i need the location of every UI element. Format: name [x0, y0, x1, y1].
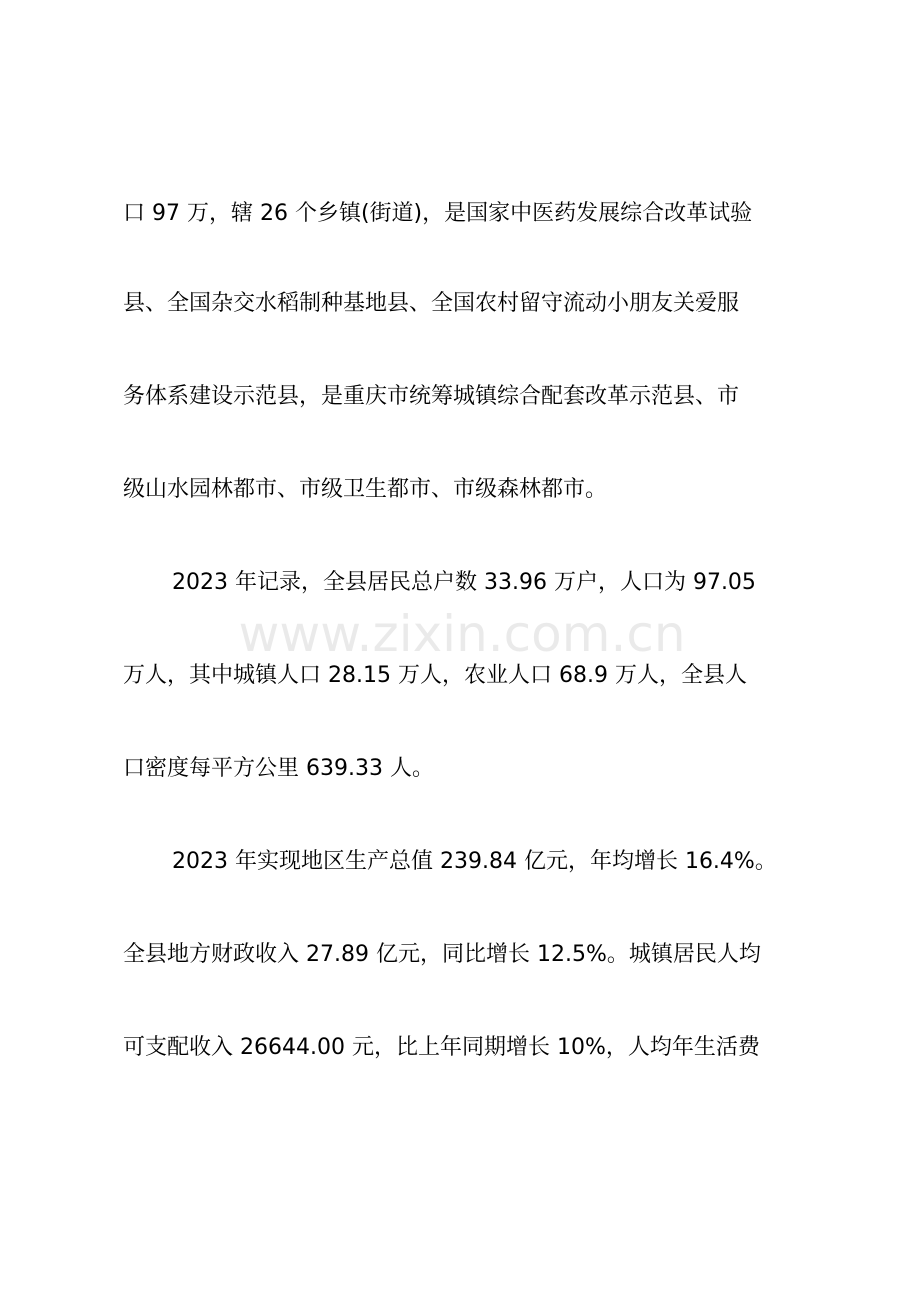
paragraph-2-line-1: 2023 年记录，全县居民总户数 33.96 万户，人口为 97.05 [172, 570, 756, 595]
paragraph-1-line-4: 级山水园林都市、市级卫生都市、市级森林都市。 [123, 477, 608, 502]
paragraph-1-line-1: 口 97 万，辖 26 个乡镇(街道)，是国家中医药发展综合改革试验 [123, 201, 753, 226]
paragraph-2-line-3: 口密度每平方公里 639.33 人。 [123, 756, 434, 781]
paragraph-3-line-3: 可支配收入 26644.00 元，比上年同期增长 10%，人均年生活费 [123, 1035, 760, 1060]
paragraph-3-line-1: 2023 年实现地区生产总值 239.84 亿元，年均增长 16.4%。 [172, 849, 777, 874]
paragraph-2-line-2: 万人，其中城镇人口 28.15 万人，农业人口 68.9 万人，全县人 [123, 663, 747, 688]
paragraph-1-line-2: 县、全国杂交水稻制种基地县、全国农村留守流动小朋友关爱服 [123, 291, 740, 316]
paragraph-3-line-2: 全县地方财政收入 27.89 亿元，同比增长 12.5%。城镇居民人均 [123, 942, 761, 967]
paragraph-1-line-3: 务体系建设示范县，是重庆市统筹城镇综合配套改革示范县、市 [123, 384, 740, 409]
watermark: www.zixin.com.cn [238, 605, 686, 663]
